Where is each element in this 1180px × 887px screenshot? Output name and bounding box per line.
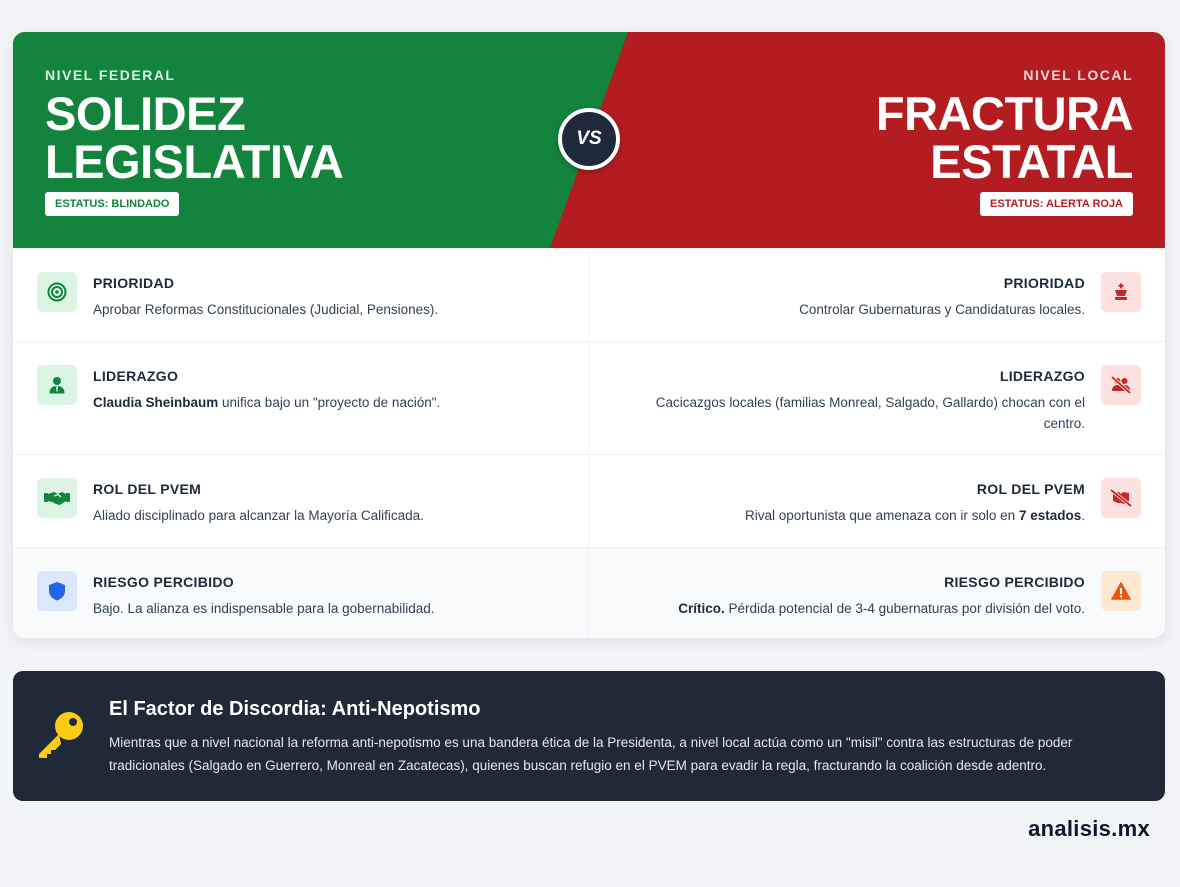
federal-status-badge: ESTATUS: BLINDADO	[45, 192, 179, 216]
federal-title-line2: LEGISLATIVA	[45, 135, 344, 188]
row-label: ROL DEL PVEM	[93, 481, 202, 497]
warning-icon	[1101, 571, 1141, 611]
row-description	[625, 505, 1085, 526]
row-label: LIDERAZGO	[999, 368, 1085, 384]
row-description: Aprobar Reformas Constitucionales (Judicial, Pensiones).	[93, 302, 439, 317]
row-description-bold: Claudia Sheinbaum	[93, 395, 219, 410]
row-label: RIESGO PERCIBIDO	[944, 574, 1085, 590]
hero-banner	[13, 32, 1165, 248]
target-icon	[37, 272, 77, 312]
discord-factor-text: Mientras que a nivel nacional la reforma anti-nepotismo es una bandera ética de la Presidenta, a nivel local actúa como un "misil" contra las estructuras de poder tradicionales (Salgado en Guerrero, Monreal en Zacatecas), quienes buscan refugio en el PVEM para evadir la regla, fracturando la coalición desde adentro.	[109, 735, 1073, 773]
row-description-rest: unifica bajo un "proyecto de nación".	[218, 395, 441, 410]
shield-icon	[37, 571, 77, 611]
discord-factor-panel	[13, 671, 1165, 801]
row-description-post: .	[1081, 508, 1085, 523]
federal-cell	[13, 455, 589, 547]
key-icon	[35, 710, 87, 765]
handshake-icon	[37, 478, 77, 518]
row-label: RIESGO PERCIBIDO	[93, 574, 234, 590]
discord-factor-title: El Factor de Discordia: Anti-Nepotismo	[109, 698, 481, 720]
federal-cell	[13, 249, 589, 341]
federal-level: NIVEL FEDERAL	[45, 67, 176, 83]
comparison-row-rol-pvem	[13, 454, 1165, 547]
row-label: ROL DEL PVEM	[976, 481, 1085, 497]
comparison-card	[13, 32, 1165, 638]
local-title-line2: ESTATAL	[930, 135, 1133, 188]
handshake-slash-icon	[1101, 478, 1141, 518]
local-cell	[589, 249, 1165, 341]
row-description-rest: Pérdida potencial de 3-4 gubernaturas por división del voto.	[724, 601, 1085, 616]
users-slash-icon	[1101, 365, 1141, 405]
row-description-pre: Rival oportunista que amenaza con ir solo en	[745, 508, 1019, 523]
row-description: Controlar Gubernaturas y Candidaturas locales.	[799, 302, 1085, 317]
comparison-row-liderazgo	[13, 341, 1165, 454]
federal-title	[45, 87, 344, 188]
row-description-bold: 7 estados	[1018, 508, 1082, 523]
row-description: Cacicazgos locales (familias Monreal, Salgado, Gallardo) chocan con el centro.	[655, 395, 1085, 431]
row-label: PRIORIDAD	[1003, 275, 1085, 291]
brand-logo: analisis.mx	[1028, 816, 1150, 841]
local-level: NIVEL LOCAL	[1023, 67, 1133, 83]
local-cell	[589, 548, 1165, 638]
local-cell	[589, 455, 1165, 547]
comparison-row-prioridad	[13, 248, 1165, 341]
federal-cell	[13, 548, 589, 638]
local-cell	[589, 342, 1165, 454]
vs-badge: VS	[558, 108, 620, 170]
row-label: PRIORIDAD	[93, 275, 175, 291]
row-description-bold: Crítico.	[678, 601, 725, 616]
comparison-row-riesgo	[13, 547, 1165, 638]
federal-cell	[13, 342, 589, 454]
row-label: LIDERAZGO	[93, 368, 179, 384]
row-description	[625, 598, 1085, 619]
user-tie-icon	[37, 365, 77, 405]
row-description	[93, 392, 553, 413]
local-status-badge: ESTATUS: ALERTA ROJA	[980, 192, 1133, 216]
chess-king-icon	[1101, 272, 1141, 312]
federal-title-line1: SOLIDEZ	[45, 87, 246, 140]
row-description: Aliado disciplinado para alcanzar la Mayoría Calificada.	[93, 508, 424, 523]
local-title	[875, 87, 1133, 188]
local-title-line1: FRACTURA	[875, 87, 1133, 140]
row-description: Bajo. La alianza es indispensable para la gobernabilidad.	[93, 601, 435, 616]
